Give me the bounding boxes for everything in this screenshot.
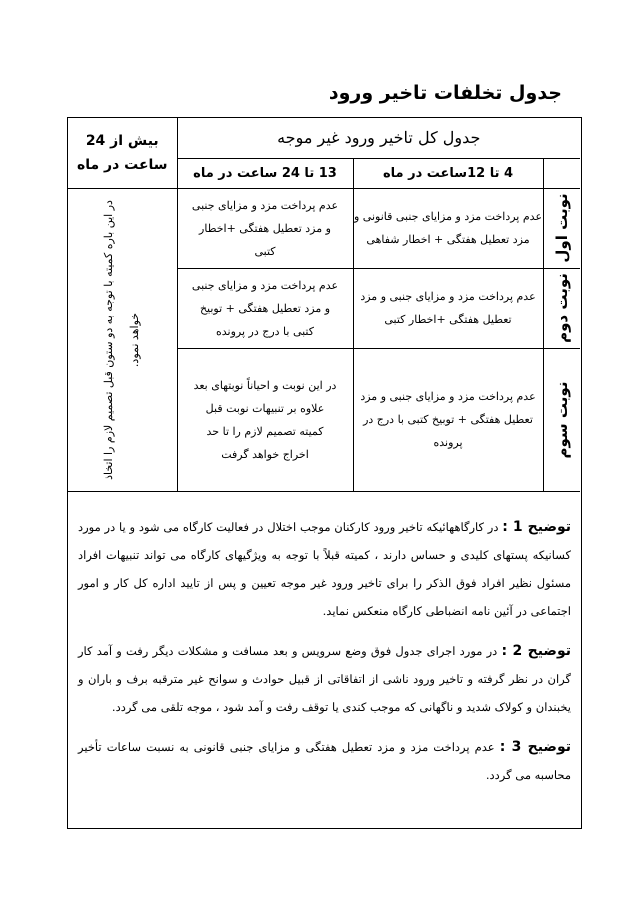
violations-table [68, 118, 580, 492]
note-text: در مورد اجرای جدول فوق وضع سرویس و بعد مسافت و مشکلات دیگر رفت و آمد کار گران در نظر گرفته و تاخیر ورود ناشی از اتفاقاتی از قبیل حوادث و سوانح غیر مترقبه برف و باران و یخبندان و کولاک شدید و ناگهانی که موجب کندی یا توقف رفت و آمد شود ، موجه تلقی می گردد. [78, 644, 571, 714]
table-row [68, 188, 580, 268]
side-note [96, 200, 148, 480]
corner-header-line: ساعت در ماه [76, 156, 168, 173]
side-note-line: خواهد نمود. [128, 312, 142, 367]
note-label: توضیح 3 : [499, 739, 571, 755]
note-3 [78, 733, 571, 789]
cell-line: علاوه بر تنبیهات نوبت قبل [205, 401, 325, 415]
empty-header-cell [543, 158, 580, 188]
note-text: در کارگاههائیکه تاخیر ورود کارکنان موجب اختلال در فعالیت کارگاه می شود و یا در مورد کسانیکه پستهای کلیدی و حساس دارند ، کمیته قبلاً با توجه به ویژگیهای کارگاه می تواند تنبیهات افراد مسئول نظیر افراد فوق الذکر را برای تاخیر ورود غیر موجه تعیین و پس از تایید اداره کل کار و امور اجتماعی در آئین نامه انضباطی کارگاه منعکس نماید. [78, 520, 571, 618]
cell-line: اخراج خواهد گرفت [221, 447, 309, 461]
cell-line: تعطیل هفتگی + توبیخ کتبی با درج در [363, 413, 533, 426]
table-cell [353, 268, 543, 348]
cell-line: عدم پرداخت مزد و مزایای جنبی [191, 198, 339, 212]
note-text: عدم پرداخت مزد و مزد تعطیل هفتگی و مزایای جنبی قانونی به نسبت ساعات تأخیر محاسبه می گردد. [78, 740, 571, 782]
cell-line: کمیته تصمیم لازم را تا حد [206, 424, 324, 438]
row-label: نوبت اول [552, 193, 571, 263]
cell-line: عدم پرداخت مزد و مزایای جنبی قانونی و [353, 210, 543, 223]
table-cell [177, 348, 353, 491]
row-label: نوبت دوم [552, 273, 571, 343]
cell-line: کتبی با درج در پرونده [215, 324, 314, 338]
note-2 [78, 637, 571, 721]
row-label-cell [543, 188, 580, 268]
cell-line: عدم پرداخت مزد و مزایای جنبی و مزد [360, 290, 536, 303]
row-label-cell [543, 348, 580, 491]
table-cell [177, 268, 353, 348]
corner-header [68, 118, 177, 188]
note-label: توضیح 1 : [502, 519, 572, 535]
table-cell [177, 188, 353, 268]
cell-line: کتبی [254, 244, 276, 258]
note-label: توضیح 2 : [501, 643, 571, 659]
row-label: نوبت سوم [552, 381, 571, 458]
column-header-4-12: 4 تا 12ساعت در ماه [353, 158, 543, 188]
table-cell [353, 348, 543, 491]
side-note-line: در این باره کمیته با توجه به دو ستون قبل تصمیم لازم را اتخاذ [102, 199, 116, 480]
table-cell [353, 188, 543, 268]
cell-line: در این نوبت و احیاناً نوبتهای بعد [193, 378, 337, 392]
corner-header-line: بیش از 24 [85, 132, 159, 149]
page-title: جدول تخلفات تاخیر ورود [328, 82, 562, 104]
side-note-cell [68, 188, 177, 491]
cell-line: عدم پرداخت مزد و مزایای جنبی و مزد [360, 390, 536, 403]
notes-section [78, 513, 571, 801]
main-header: جدول کل تاخیر ورود غیر موجه [177, 118, 580, 158]
cell-line: پرونده [433, 436, 463, 449]
cell-line: عدم پرداخت مزد و مزایای جنبی [191, 278, 339, 292]
content-frame [67, 117, 582, 829]
note-1 [78, 513, 571, 625]
row-label-cell [543, 268, 580, 348]
cell-line: و مزد تعطیل هفتگی + توبیخ [199, 301, 331, 315]
cell-line: مزد تعطیل هفتگی + اخطار شفاهی [366, 233, 530, 246]
cell-line: تعطیل هفتگی +اخطار کتبی [384, 313, 512, 326]
column-header-13-24: 13 تا 24 ساعت در ماه [177, 158, 353, 188]
cell-line: و مزد تعطیل هفتگی +اخطار [199, 221, 331, 235]
